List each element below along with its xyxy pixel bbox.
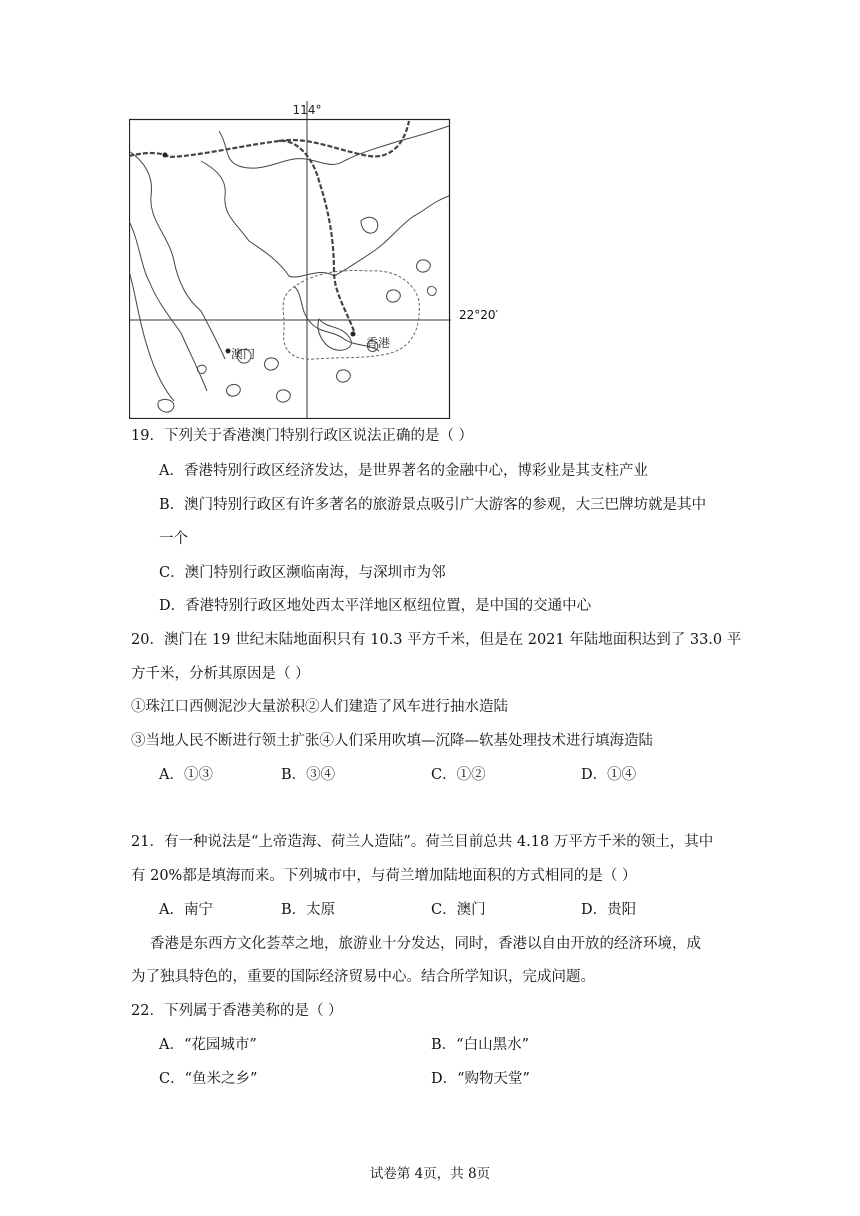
q22-option-a: A．“花园城市”: [159, 1037, 257, 1053]
q21-option-b: B．太原: [281, 902, 336, 918]
longitude-label: 114°: [292, 103, 322, 117]
q21-option-c: C．澳门: [431, 902, 486, 918]
q19-option-b: B．澳门特别行政区有许多著名的旅游景点吸引广大游客的参观，大三巴牌坊就是其中: [159, 497, 707, 513]
question-22-stem: 22．下列属于香港美称的是（ ）: [131, 1003, 343, 1019]
q20-statement-line1: ①珠江口西侧泥沙大量淤积②人们建造了风车进行抽水造陆: [131, 699, 508, 715]
hongkong-label: 香港: [366, 336, 391, 350]
q20-statement-line2: ③当地人民不断进行领土扩张④人们采用吹填—沉降—软基处理技术进行填海造陆: [131, 733, 653, 749]
passage-line1: 香港是东西方文化荟萃之地，旅游业十分发达，同时，香港以自由开放的经济环境，成: [150, 936, 701, 952]
q20-option-d: D．①④: [581, 767, 637, 783]
q22-option-b: B．“白山黑水”: [431, 1037, 529, 1053]
q20-option-b: B．③④: [281, 767, 336, 783]
q22-option-c: C．“鱼米之乡”: [159, 1071, 258, 1087]
latitude-label-outside: 22°20′: [459, 308, 499, 322]
question-21-stem-line2: 有 20%都是填海而来。下列城市中，与荷兰增加陆地面积的方式相同的是（ ）: [131, 868, 637, 884]
question-20-stem-line1: 20．澳门在 19 世纪末陆地面积只有 10.3 平方千米，但是在 2021 年陆地面积达到了 33.0 平: [131, 632, 742, 648]
q19-option-c: C．澳门特别行政区濒临南海，与深圳市为邻: [159, 565, 446, 581]
q20-option-a: A．①③: [159, 767, 213, 783]
macao-label: 澳门: [231, 347, 256, 361]
question-19-stem: 19．下列关于香港澳门特别行政区说法正确的是（ ）: [131, 428, 474, 444]
q19-option-d: D．香港特别行政区地处西太平洋地区枢纽位置，是中国的交通中心: [159, 598, 592, 614]
q22-option-d: D．“购物天堂”: [431, 1071, 530, 1087]
q19-option-b-cont: 一个: [159, 531, 188, 547]
passage-line2: 为了独具特色的，重要的国际经济贸易中心。结合所学知识，完成问题。: [131, 969, 595, 985]
q21-option-a: A．南宁: [159, 902, 213, 918]
hk-macao-map: [129, 101, 451, 419]
page-footer: 试卷第 4页，共 8页: [369, 1166, 491, 1182]
question-20-stem-line2: 方千米，分析其原因是（ ）: [131, 666, 310, 682]
question-21-stem-line1: 21．有一种说法是“上帝造海、荷兰人造陆”。荷兰目前总共 4.18 万平方千米的领土，其中: [131, 834, 714, 850]
q21-option-d: D．贵阳: [581, 902, 637, 918]
q20-option-c: C．①②: [431, 767, 486, 783]
q19-option-a: A．香港特别行政区经济发达，是世界著名的金融中心，博彩业是其支柱产业: [159, 463, 648, 479]
